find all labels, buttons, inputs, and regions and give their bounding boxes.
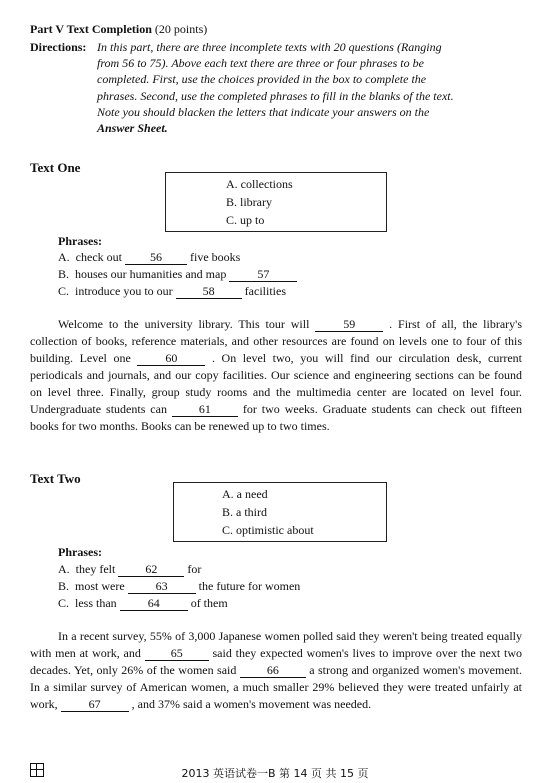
- directions-line-3: completed. First, use the choices provided in the box to complete the: [97, 72, 427, 86]
- phrase-a: A. they felt 62 for: [58, 562, 202, 576]
- blank-56: 56: [125, 251, 187, 265]
- choice-b: B. library: [226, 195, 272, 209]
- blank-59: 59: [315, 318, 383, 332]
- phrase-a: A. check out 56 five books: [58, 250, 241, 264]
- blank-63: 63: [128, 580, 196, 594]
- blank-65: 65: [145, 647, 209, 661]
- part-title: Part V Text Completion: [30, 22, 152, 36]
- directions-line-2: from 56 to 75). Above each text there are three or four phrases to be: [97, 56, 424, 70]
- directions-line-4: phrases. Second, use the completed phrases to fill in the blanks of the text.: [97, 89, 454, 103]
- blank-57: 57: [229, 268, 297, 282]
- phrase-c: C. introduce you to our 58 facilities: [58, 284, 286, 298]
- phrase-b: B. houses our humanities and map 57: [58, 267, 297, 282]
- phrase-c: C. less than 64 of them: [58, 596, 228, 610]
- text-two-title: Text Two: [30, 471, 81, 486]
- blank-66: 66: [240, 664, 306, 678]
- directions-label: Directions:: [30, 40, 87, 54]
- choice-c: C. up to: [226, 213, 265, 227]
- section-heading: [30, 22, 207, 37]
- directions-line-1: In this part, there are three incomplete texts with 20 questions (Ranging: [97, 40, 442, 54]
- text-one-paragraph: Welcome to the university library. This tour will 59 . First of all, the library's collection of books, reference materials, and other resources are found on levels one to four of this building. Level one 60 . On level two, you will find our circulation desk, current periodicals and journals, and our copy facilities. Our science and engineering sections can be found on level three. Finally, group study rooms and the multimedia center are located on level four. Undergraduate students can 61 for two weeks. Graduate students can check out fifteen books for two months. Books can be renewed up to two times.: [30, 317, 523, 433]
- text-two-choice-box: [173, 482, 387, 542]
- blank-60: 60: [137, 352, 205, 366]
- text-one-phrases-label: Phrases:: [58, 234, 102, 248]
- text-one-title: Text One: [30, 160, 81, 175]
- page-footer: 2013 英语试卷一B 第 14 页 共 15 页: [181, 767, 369, 780]
- points-label: (20 points): [154, 22, 208, 36]
- directions-line-6: Answer Sheet.: [97, 121, 168, 135]
- blank-62: 62: [118, 563, 184, 577]
- text-one-choice-box: [165, 172, 387, 232]
- blank-67: 67: [61, 698, 129, 712]
- phrase-b: B. most were 63 the future for women: [58, 579, 301, 593]
- blank-64: 64: [120, 597, 188, 611]
- blank-61: 61: [172, 403, 238, 417]
- text-two-paragraph: In a recent survey, 55% of 3,000 Japanese women polled said they weren't being treated equally with men at work, and 65 said they expected women's lives to improve over the next two decades. Yet, only 26% of the women said 66 a strong and organized women's movement. In a similar survey of American women, a much smaller 29% believed they were treated unfairly at work, 67 , and 37% said a women's movement was needed.: [30, 629, 523, 711]
- choice-a: A. collections: [226, 177, 293, 191]
- choice-b: B. a third: [222, 505, 267, 519]
- choice-c: C. optimistic about: [222, 523, 314, 537]
- blank-58: 58: [176, 285, 242, 299]
- choice-a: A. a need: [222, 487, 268, 501]
- text-two-phrases-label: Phrases:: [58, 545, 102, 559]
- directions-line-5: Note you should blacken the letters that indicate your answers on the: [97, 105, 430, 119]
